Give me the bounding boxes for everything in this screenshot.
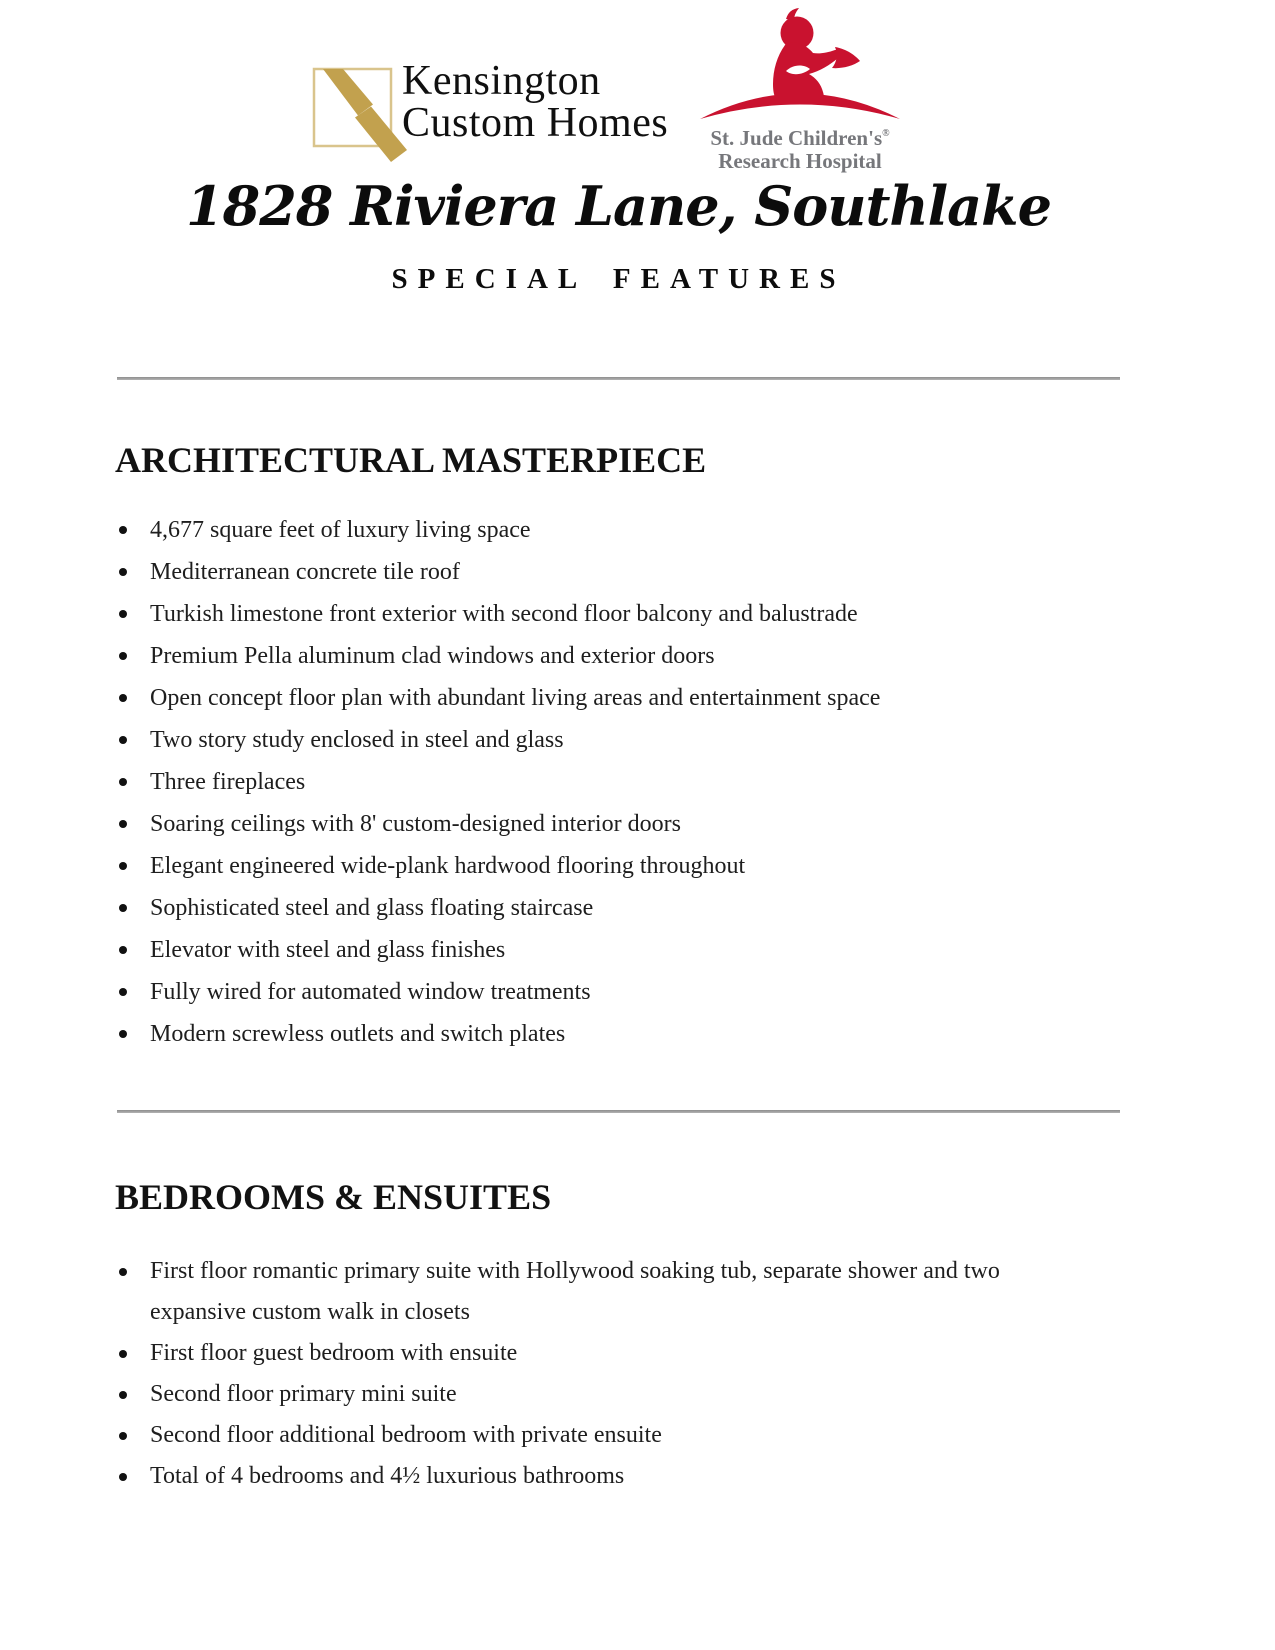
kensington-name-line2: Custom Homes (402, 100, 669, 146)
list-item: 4,677 square feet of luxury living space (112, 509, 1052, 551)
stjude-praying-child-icon (688, 8, 912, 126)
list-item: Second floor additional bedroom with private ensuite (112, 1415, 1052, 1456)
bullet-icon (119, 1350, 127, 1358)
list-item: Elegant engineered wide-plank hardwood flooring throughout (112, 845, 1052, 887)
list-item: Two story study enclosed in steel and glass (112, 719, 1052, 761)
kensington-logo-icon (310, 66, 416, 171)
stjude-name-line2: Research Hospital (718, 149, 882, 173)
bullet-icon (119, 1268, 127, 1276)
bullet-icon (119, 568, 127, 576)
list-item: Total of 4 bedrooms and 4½ luxurious bathrooms (112, 1456, 1052, 1497)
section-heading-bedrooms: BEDROOMS & ENSUITES (115, 1177, 552, 1217)
subtitle: SPECIAL FEATURES (391, 263, 846, 295)
stjude-wordmark (688, 122, 912, 173)
bullet-icon (119, 862, 127, 870)
bullet-icon (119, 946, 127, 954)
bullet-icon (119, 1391, 127, 1399)
list-item: Three fireplaces (112, 761, 1052, 803)
bullet-icon (119, 1432, 127, 1440)
feature-list-architectural (112, 509, 1052, 1055)
list-item: Elevator with steel and glass finishes (112, 929, 1052, 971)
list-item: Mediterranean concrete tile roof (112, 551, 1052, 593)
list-item: Turkish limestone front exterior with second floor balcony and balustrade (112, 593, 1052, 635)
bullet-icon (119, 988, 127, 996)
bullet-icon (119, 820, 127, 828)
section-heading-architectural: ARCHITECTURAL MASTERPIECE (115, 440, 707, 480)
list-item: Second floor primary mini suite (112, 1374, 1052, 1415)
registered-trademark: ® (882, 128, 890, 139)
bullet-icon (119, 1030, 127, 1038)
divider (117, 1110, 1120, 1113)
bullet-icon (119, 904, 127, 912)
list-item: Soaring ceilings with 8' custom-designed interior doors (112, 803, 1052, 845)
list-item: Modern screwless outlets and switch plates (112, 1013, 1052, 1055)
kensington-wordmark (402, 60, 668, 144)
bullet-icon (119, 652, 127, 660)
bullet-icon (119, 694, 127, 702)
stjude-logo (688, 8, 912, 173)
list-item: First floor guest bedroom with ensuite (112, 1333, 1052, 1374)
list-item: First floor romantic primary suite with Hollywood soaking tub, separate shower and two expansive custom walk in closets (112, 1251, 1052, 1333)
bullet-icon (119, 526, 127, 534)
address-title: 1828 Riviera Lane, Southlake (186, 174, 1051, 238)
list-item: Fully wired for automated window treatments (112, 971, 1052, 1013)
kensington-name-line1: Kensington (402, 58, 601, 104)
bullet-icon (119, 610, 127, 618)
feature-list-bedrooms (112, 1251, 1052, 1497)
list-item: Open concept floor plan with abundant living areas and entertainment space (112, 677, 1052, 719)
divider (117, 377, 1120, 380)
bullet-icon (119, 736, 127, 744)
list-item: Sophisticated steel and glass floating staircase (112, 887, 1052, 929)
list-item: Premium Pella aluminum clad windows and exterior doors (112, 635, 1052, 677)
bullet-icon (119, 1473, 127, 1481)
bullet-icon (119, 778, 127, 786)
stjude-name-line1: St. Jude Children's® (710, 126, 890, 150)
